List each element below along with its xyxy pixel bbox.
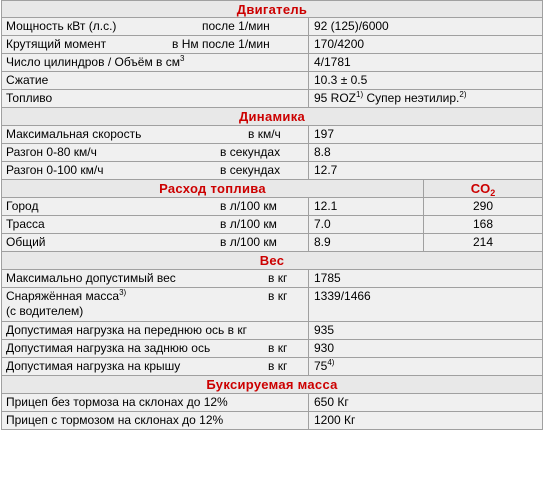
section-header-dynamics xyxy=(1,108,543,126)
curb-weight-value: 1339/1466 xyxy=(314,289,371,303)
rear-axle-unit: в кг xyxy=(268,341,288,355)
spec-row-curb-weight xyxy=(1,288,543,322)
acc100-label: Разгон 0-100 км/ч xyxy=(6,163,104,177)
section-header-towing xyxy=(1,376,543,394)
roof-load-label: Допустимая нагрузка на крышу xyxy=(6,359,181,373)
co2-header: $CO_2$ xyxy=(423,180,542,197)
fuel-row-city xyxy=(1,198,543,216)
spec-row-trailer-nobrake xyxy=(1,394,543,412)
acc80-unit: в секундах xyxy=(220,145,281,159)
curb-weight-label-line2: (с водителем) xyxy=(6,304,84,318)
fuel-value: 95 ROZ$^{1)}$ Супер неэтилир.$^{2)}$ xyxy=(314,90,467,105)
trailer-brake-label: Прицеп с тормозом на склонах до 12% xyxy=(6,413,224,427)
fuel-row-co2: 168 xyxy=(472,217,494,231)
trailer-nobrake-value: 650 Кг xyxy=(314,395,349,409)
spec-row-compression xyxy=(1,72,543,90)
section-header-weight xyxy=(1,252,543,270)
spec-row-cylinders xyxy=(1,54,543,72)
power-label: Мощность кВт (л.с.) xyxy=(6,19,117,33)
cylinders-value: 4/1781 xyxy=(314,55,351,69)
torque-value: 170/4200 xyxy=(314,37,365,51)
spec-row-max-weight xyxy=(1,270,543,288)
spec-row-trailer-brake xyxy=(1,412,543,430)
spec-row-vmax xyxy=(1,126,543,144)
fuel-row-co2: 214 xyxy=(472,235,494,249)
acc80-label: Разгон 0-80 км/ч xyxy=(6,145,97,159)
roof-load-unit: в кг xyxy=(268,359,288,373)
spec-row-fuel xyxy=(1,90,543,108)
acc100-unit: в секундах xyxy=(220,163,281,177)
fuel-row-label: Общий xyxy=(6,235,46,249)
section-title-dynamics: Динамика xyxy=(238,109,306,124)
section-header-fuel xyxy=(1,180,543,198)
fuel-row-label: Трасса xyxy=(6,217,45,231)
front-axle-label: Допустимая нагрузка на переднюю ось в кг xyxy=(6,323,247,337)
spec-row-acc100 xyxy=(1,162,543,180)
max-weight-label: Максимально допустимый вес xyxy=(6,271,176,285)
section-title-towing: Буксируемая масса xyxy=(206,377,338,392)
fuel-row-value: 8.9 xyxy=(314,235,331,249)
fuel-row-label: Город xyxy=(6,199,39,213)
power-unit: после 1/мин xyxy=(202,19,270,33)
spec-row-power xyxy=(1,18,543,36)
rear-axle-label: Допустимая нагрузка на заднюю ось xyxy=(6,341,211,355)
torque-unit: в Нм после 1/мин xyxy=(172,37,270,51)
spec-row-roof-load xyxy=(1,358,543,376)
acc100-value: 12.7 xyxy=(314,163,338,177)
spec-table xyxy=(1,0,543,430)
fuel-label: Топливо xyxy=(6,91,53,105)
fuel-row-combined xyxy=(1,234,543,252)
max-weight-value: 1785 xyxy=(314,271,341,285)
acc80-value: 8.8 xyxy=(314,145,331,159)
fuel-row-co2: 290 xyxy=(472,199,494,213)
cylinders-label: Число цилиндров / Объём в $см^3$ xyxy=(6,54,185,69)
power-value: 92 (125)/6000 xyxy=(314,19,389,33)
fuel-row-highway xyxy=(1,216,543,234)
max-weight-unit: в кг xyxy=(268,271,288,285)
compression-value: 10.3 ± 0.5 xyxy=(314,73,368,87)
spec-row-acc80 xyxy=(1,144,543,162)
vmax-value: 197 xyxy=(314,127,335,141)
vmax-label: Максимальная скорость xyxy=(6,127,142,141)
spec-row-front-axle xyxy=(1,322,543,340)
section-title-weight: Вес xyxy=(259,253,285,268)
trailer-nobrake-label: Прицеп без тормоза на склонах до 12% xyxy=(6,395,228,409)
fuel-row-value: 12.1 xyxy=(314,199,338,213)
fuel-row-unit: в л/100 км xyxy=(220,199,277,213)
section-title-fuel: Расход топлива xyxy=(159,181,266,196)
roof-load-value: 75$^{4)}$ xyxy=(314,358,335,373)
vmax-unit: в км/ч xyxy=(248,127,281,141)
rear-axle-value: 930 xyxy=(314,341,335,355)
curb-weight-unit: в кг xyxy=(268,289,288,303)
section-title-engine: Двигатель xyxy=(236,2,308,17)
fuel-row-value: 7.0 xyxy=(314,217,331,231)
fuel-row-unit: в л/100 км xyxy=(220,235,277,249)
trailer-brake-value: 1200 Кг xyxy=(314,413,356,427)
torque-label: Крутящий момент xyxy=(6,37,107,51)
section-header-engine xyxy=(1,0,543,18)
spec-row-torque xyxy=(1,36,543,54)
spec-row-rear-axle xyxy=(1,340,543,358)
curb-weight-label: Снаряжённая масса$^{3)}$ xyxy=(6,288,127,303)
front-axle-value: 935 xyxy=(314,323,335,337)
fuel-row-unit: в л/100 км xyxy=(220,217,277,231)
compression-label: Сжатие xyxy=(6,73,49,87)
